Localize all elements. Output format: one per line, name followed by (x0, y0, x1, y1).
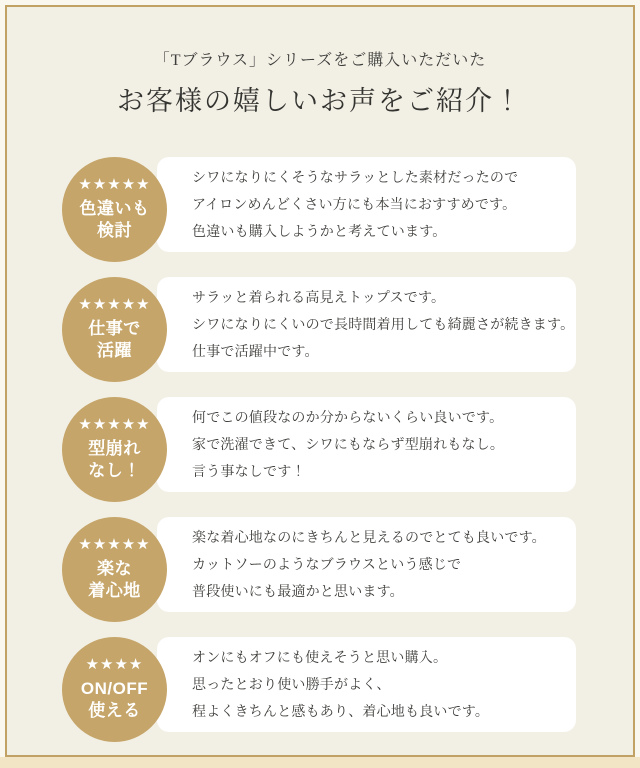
review-card (157, 397, 576, 492)
badge-label-line2: 使える (88, 701, 141, 720)
star-rating-icon: ★★★★★ (78, 535, 151, 553)
review-row-1 (62, 157, 576, 262)
badge-label-line1: 仕事で (88, 318, 141, 338)
review-card (157, 517, 576, 612)
review-text-line: アイロンめんどくさい方にも本当におすすめです。 (192, 196, 517, 212)
review-text-line: 仕事で活躍中です。 (192, 343, 319, 359)
rating-badge (62, 637, 167, 742)
review-text-line: シワになりにくそうなサラッとした素材だったので (192, 169, 519, 185)
review-row-5 (62, 637, 576, 742)
review-list (7, 157, 633, 742)
review-row-4 (62, 517, 576, 622)
badge-label-line1: 型崩れ (88, 438, 141, 458)
star-rating-icon: ★★★★★ (78, 415, 151, 433)
section-title: お客様の嬉しいお声をご紹介！ (117, 86, 523, 116)
badge-label-line1: 色違いも (79, 198, 150, 218)
badge-label-line1: 楽な (97, 558, 132, 578)
review-text-line: 普段使いにも最適かと思います。 (192, 583, 404, 599)
review-text-line: 色違いも購入しようかと考えています。 (192, 223, 447, 239)
next-section-edge (0, 757, 640, 768)
star-rating-icon: ★★★★★ (78, 295, 151, 313)
star-rating-icon: ★★★★★ (78, 175, 151, 193)
review-card (157, 637, 576, 732)
review-text-line: 思ったとおり使い勝手がよく、 (192, 676, 391, 692)
rating-badge (62, 277, 167, 382)
section-subtitle: 「Tブラウス」シリーズをご購入いただいた (153, 52, 487, 69)
rating-badge (62, 517, 167, 622)
review-text-line: オンにもオフにも使えそうと思い購入。 (192, 649, 448, 665)
badge-label-line2: なし！ (88, 461, 141, 480)
badge-label-line2: 活躍 (97, 341, 132, 360)
review-text-line: 何でこの値段なのか分からないくらい良いです。 (192, 409, 504, 425)
review-text-line: 言う事なしです！ (192, 463, 306, 479)
star-rating-icon: ★★★★ (85, 655, 144, 673)
review-row-2 (62, 277, 576, 382)
testimonial-bordered-panel (5, 5, 635, 757)
review-text-line: シワになりにくいので長時間着用しても綺麗さが続きます。 (192, 316, 575, 332)
section-header (7, 7, 633, 118)
badge-label-line2: 検討 (97, 221, 132, 240)
review-text-line: 楽な着心地なのにきちんと見えるのでとても良いです。 (192, 529, 546, 545)
review-row-3 (62, 397, 576, 502)
review-text-line: 家で洗濯できて、シワにもならず型崩れもなし。 (192, 436, 505, 452)
rating-badge (62, 157, 167, 262)
badge-label-line1: ON/OFF (80, 678, 149, 698)
review-text-line: 程よくきちんと感もあり、着心地も良いです。 (192, 703, 490, 719)
rating-badge (62, 397, 167, 502)
review-card (157, 277, 576, 372)
review-text-line: カットソーのようなブラウスという感じで (192, 556, 462, 572)
review-text-line: サラッと着られる高見えトップスです。 (192, 289, 446, 305)
badge-label-line2: 着心地 (88, 581, 141, 600)
review-card (157, 157, 576, 252)
